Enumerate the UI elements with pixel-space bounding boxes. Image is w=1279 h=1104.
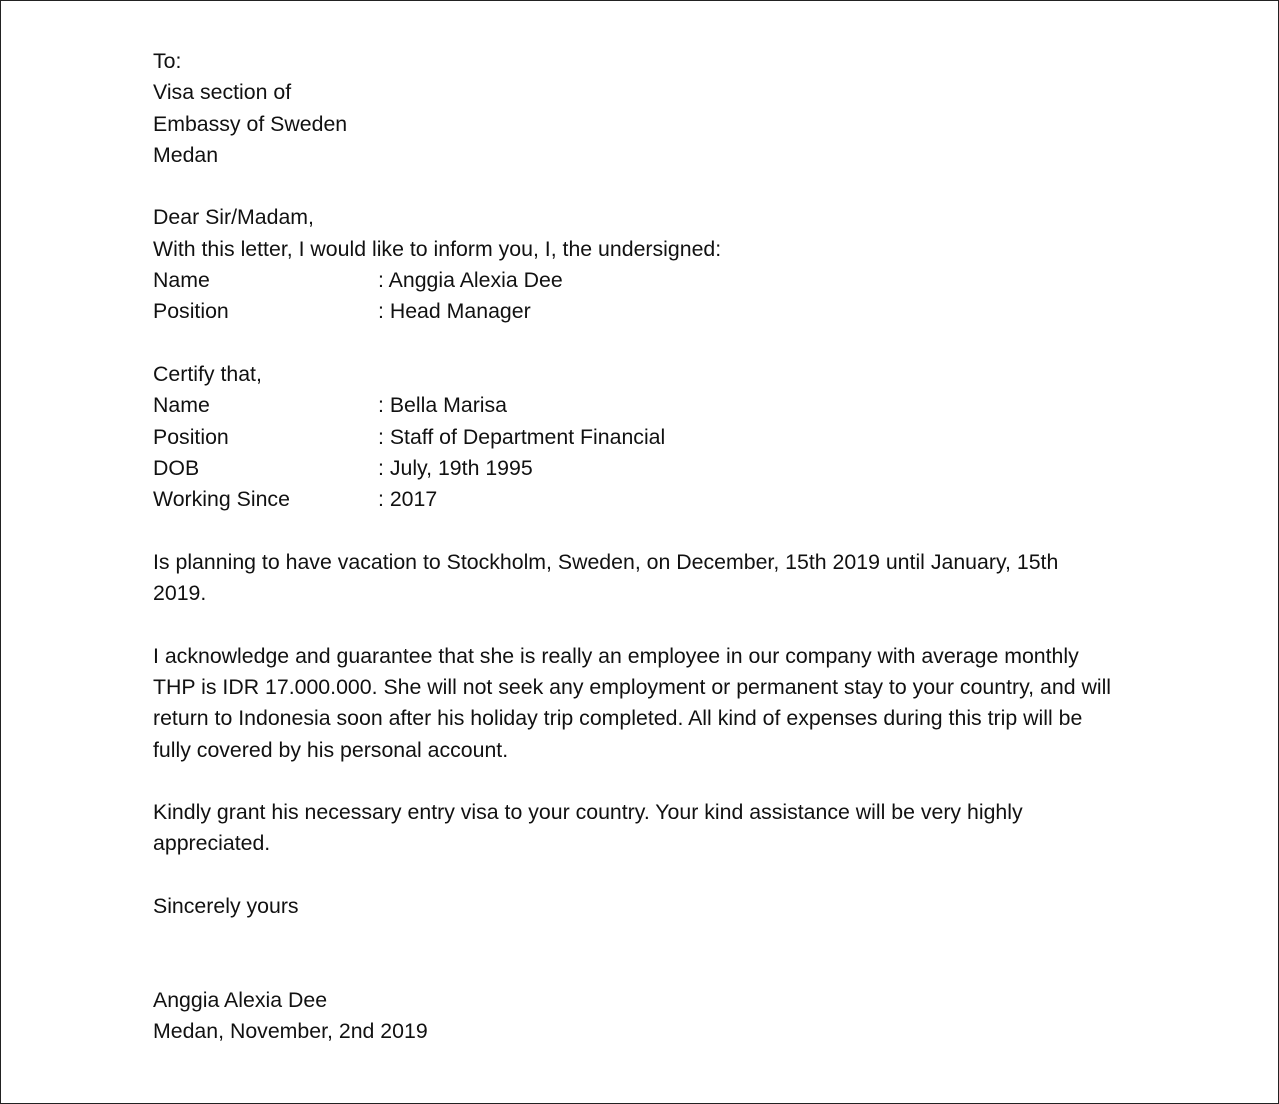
field-value: : Anggia Alexia Dee xyxy=(378,268,563,293)
employee-working-since-row xyxy=(153,484,1113,515)
signature-place-date: Medan, November, 2nd 2019 xyxy=(153,1019,428,1044)
request-paragraph: Kindly grant his necessary entry visa to your country. Your kind assistance will be very highly appreciated. xyxy=(153,800,1023,856)
undersigned-fields xyxy=(153,265,1113,328)
spacer xyxy=(153,171,1113,202)
employee-position-row xyxy=(153,422,1113,453)
greeting: Dear Sir/Madam, xyxy=(153,205,314,230)
spacer xyxy=(153,766,1113,797)
recipient-line-1: Visa section of xyxy=(153,80,292,105)
field-value: : Staff of Department Financial xyxy=(378,424,666,449)
field-label: Position xyxy=(153,424,229,449)
undersigned-position-row xyxy=(153,296,1113,327)
spacer xyxy=(153,328,1113,359)
recipient-line-3: Medan xyxy=(153,142,219,167)
field-label: Name xyxy=(153,268,210,293)
field-label: Position xyxy=(153,299,229,324)
recipient-line-2: Embassy of Sweden xyxy=(153,111,348,136)
certify-heading: Certify that, xyxy=(153,361,262,386)
undersigned-name-row xyxy=(153,265,1113,296)
field-label: DOB xyxy=(153,455,200,480)
intro-sentence: With this letter, I would like to inform you, I, the undersigned: xyxy=(153,236,722,261)
letter-body xyxy=(153,46,1113,1048)
recipient-block xyxy=(153,46,1113,171)
guarantee-paragraph: I acknowledge and guarantee that she is really an employee in our company with average monthly THP is IDR 17.000.000. She will not seek any employment or permanent stay to your country, and will return to Indonesia soon after his holiday trip completed. All kind of expenses during this trip will be fully covered by his personal account. xyxy=(153,643,1112,762)
field-value: : 2017 xyxy=(378,487,438,512)
recipient-to: To: xyxy=(153,49,182,73)
vacation-paragraph: Is planning to have vacation to Stockholm, Sweden, on December, 15th 2019 until January, 15th 2019. xyxy=(153,549,1059,606)
field-value: : July, 19th 1995 xyxy=(378,455,533,480)
field-value: : Bella Marisa xyxy=(378,393,508,418)
employee-fields xyxy=(153,390,1113,515)
field-label: Working Since xyxy=(153,487,290,512)
spacer xyxy=(153,515,1113,546)
employee-name-row xyxy=(153,390,1113,421)
field-label: Name xyxy=(153,393,210,418)
spacer xyxy=(153,609,1113,640)
spacer xyxy=(153,860,1113,891)
closing: Sincerely yours xyxy=(153,894,299,919)
signature-name: Anggia Alexia Dee xyxy=(153,987,328,1012)
signature-space xyxy=(153,922,1113,985)
employee-dob-row xyxy=(153,453,1113,484)
field-value: : Head Manager xyxy=(378,299,531,324)
